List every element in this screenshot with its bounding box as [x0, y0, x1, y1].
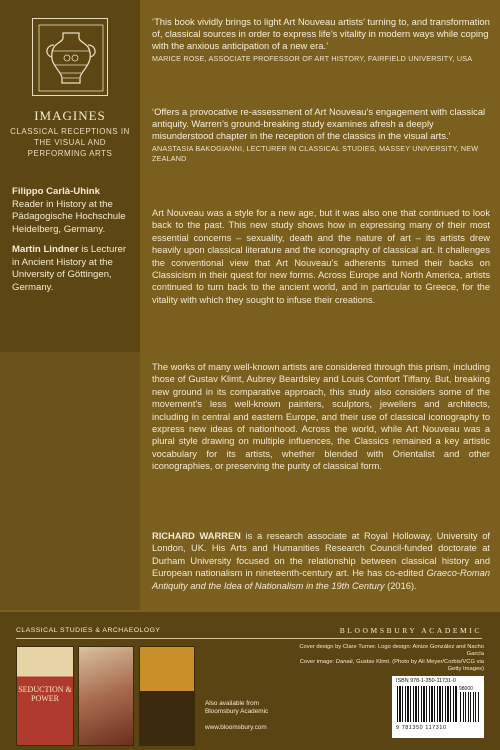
also-available: [205, 700, 273, 732]
author-bio-text: is a research associate at Royal Holloway, University of London, UK. His Arts and Humanities Research Council-funded doctorate at Durham University focused on the relationship between classical history and European nationalism in nineteenth-century art. He has co-edited: [152, 531, 490, 579]
cover-image-title: Danaë: [335, 658, 353, 665]
cover-image-source: , Gustav Klimt. (Photo by Ali Meyer/Corbis/VCG via Getty Images): [352, 658, 484, 673]
editor-name: Martin Lindner: [12, 244, 79, 255]
review-quote: [152, 16, 490, 64]
related-book-cover: [16, 646, 74, 746]
editor-bio: [12, 244, 134, 294]
editor-bio: [12, 186, 134, 236]
cover-credits: [286, 644, 484, 674]
quote-text: ‘Offers a provocative re-assessment of Art Nouveau’s engagement with classical antiquity. Warren’s ground-breaking study examines afresh a deeply misunderstood chapter in the reception of the classics in the visual arts.’: [152, 106, 486, 141]
related-book-title: SEDUCTION & POWER: [18, 685, 72, 703]
quote-attribution: ANASTASIA BAKOGIANNI, LECTURER IN CLASSICAL STUDIES, MASSEY UNIVERSITY, NEW ZEALAND: [152, 144, 479, 163]
also-available-text: Also available from Bloomsbury Academic: [205, 700, 269, 715]
series-logo: [32, 18, 108, 96]
author-bio-end: (2016).: [384, 580, 417, 591]
related-book-cover: [78, 646, 134, 746]
blurb-paragraph: Art Nouveau was a style for a new age, but it was also one that continued to look back to the past. This new study shows how in expressing many of their most essential concerns – sexuality, death and the nature of art – its artists drew heavily upon classical literature and the iconography of classical art. It challenges the conventional view that Art Nouveau’s adherents turned their backs on Classicism in their quest for new forms. Across Europe and North America, artists continued to turn back to the ancient world, and in particular to Greece, for the vitality with which they sought to infuse their creations.: [152, 208, 490, 305]
author-name: RICHARD WARREN: [152, 531, 241, 541]
editor-name: Filippo Carlà-Uhink: [12, 186, 100, 197]
cover-design-credit: Cover design by Clare Turner. Logo design: Ainize González and Nacho García: [299, 644, 484, 658]
author-bio: [152, 530, 490, 592]
editor-description: is Lecturer in Ancient History at the University of Göttingen, Germany.: [12, 244, 127, 293]
barcode-icon: [397, 686, 457, 722]
review-quote: [152, 106, 490, 164]
blurb-paragraph: The works of many well-known artists are considered through this prism, including those of Gustav Klimt, Aubrey Beardsley and Louis Comfort Tiffany. But, breaking new ground in its comparative approach, this study also considers some of the movement’s less well-known painters, sculptors, jewellers and architects, including in central and eastern Europe, and their use of classical iconography to express new ideas of nationhood. Across the world, while Art Nouveau was a plural style drawing on multiple influences, the Classics remained a key artistic vocabulary for its artists, whether blended with Orientalist and other iconographies, or preserving the purity of classical form.: [152, 362, 490, 472]
publisher-name: BLOOMSBURY ACADEMIC: [339, 626, 482, 635]
quote-attribution: MARICE ROSE, ASSOCIATE PROFESSOR OF ART HISTORY, FAIRFIELD UNIVERSITY, USA: [152, 54, 473, 63]
cover-image-label: Cover image:: [299, 658, 336, 665]
vase-logo-icon: [37, 23, 105, 93]
author-book-title: Graeco-Roman Antiquity and the Idea of Nationalism in the 19th Century: [152, 568, 490, 591]
quote-text: ‘This book vividly brings to light Art Nouveau artists’ turning to, and transformation of, classical sources in order to express life’s vitality in modern ways while coping with the anxious anticipation of a new era.’: [152, 16, 490, 51]
footer-divider: [16, 638, 482, 639]
related-book-cover: [139, 646, 195, 746]
price-code: 98000: [459, 686, 473, 692]
website-link[interactable]: www.bloomsbury.com: [205, 724, 267, 731]
editor-description: Reader in History at the Pädagogische Hochschule Heidelberg, Germany.: [12, 198, 126, 235]
barcode-number: 9 781350 117310: [396, 725, 447, 731]
cover-image-credit: [286, 659, 484, 674]
addon-barcode-icon: [460, 692, 480, 722]
series-subtitle: CLASSICAL RECEPTIONS IN THE VISUAL AND PERFORMING ARTS: [10, 127, 130, 158]
series-title: IMAGINES: [34, 108, 106, 123]
subject-category: CLASSICAL STUDIES & ARCHAEOLOGY: [16, 627, 161, 634]
isbn-number: ISBN 978-1-350-11731-0: [396, 678, 456, 684]
